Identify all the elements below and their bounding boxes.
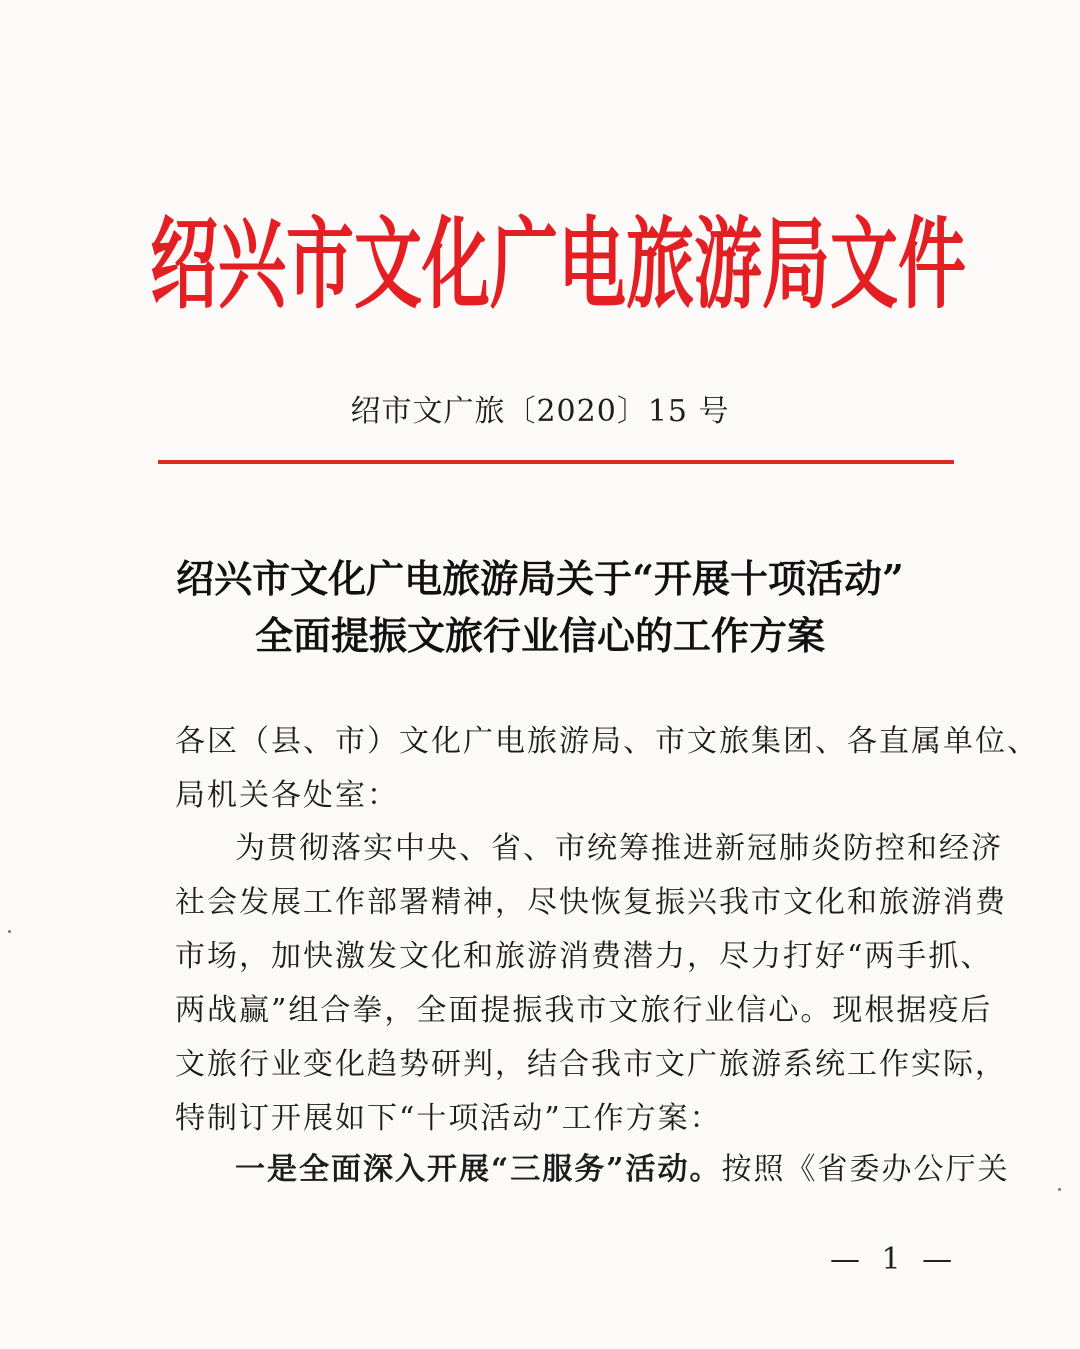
item-1-text: 按照《省委办公厅关 [721, 1152, 1010, 1187]
paragraph-line-4: 两战赢”组合拳，全面提振我市文旅行业信心。现根据疫后 [175, 993, 993, 1028]
recipient-line-2: 局机关各处室： [175, 778, 399, 813]
paragraph-line-5: 文旅行业变化趋势研判，结合我市文广旅游系统工作实际， [175, 1047, 1007, 1082]
item-1-heading: 一是全面深入开展“三服务”活动。 [235, 1152, 722, 1187]
paragraph-line-3: 市场，加快激发文化和旅游消费潜力，尽力打好“两手抓、 [175, 939, 993, 974]
paragraph-line-1: 为贯彻落实中央、省、市统筹推进新冠肺炎防控和经济 [235, 831, 1003, 866]
recipient-line-1: 各区（县、市）文化广电旅游局、市文旅集团、各直属单位、 [175, 724, 1039, 759]
document-title-line-2: 全面提振文旅行业信心的工作方案 [254, 613, 825, 658]
masthead-title: 绍兴市文化广电旅游局文件 [150, 207, 967, 323]
item-1-line [235, 1150, 1010, 1190]
scan-speck [1058, 1188, 1061, 1191]
red-separator-line [158, 460, 954, 464]
page-number: — 1 — [830, 1242, 959, 1277]
scan-speck [8, 930, 11, 933]
paragraph-line-2: 社会发展工作部署精神，尽快恢复振兴我市文化和旅游消费 [175, 885, 1007, 920]
document-title-line-1: 绍兴市文化广电旅游局关于“开展十项活动” [176, 556, 904, 601]
paragraph-line-6: 特制订开展如下“十项活动”工作方案： [175, 1101, 722, 1136]
document-number: 绍市文广旅〔2020〕15 号 [350, 394, 730, 429]
